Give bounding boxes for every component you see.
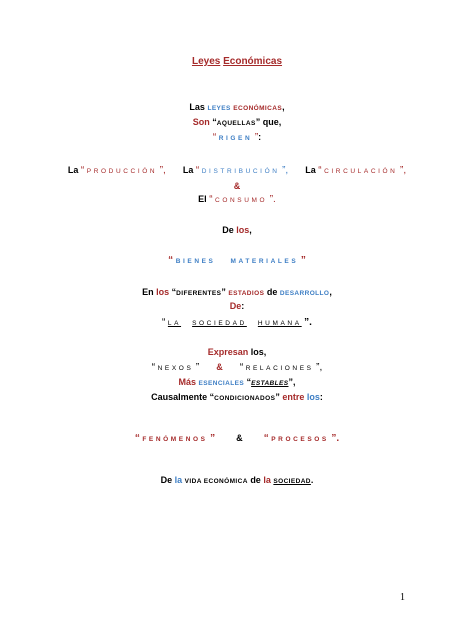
quote: “ bbox=[151, 362, 156, 373]
text-line-15 bbox=[0, 391, 474, 405]
quote: “ bbox=[209, 194, 213, 205]
text-line-6 bbox=[0, 193, 474, 207]
ampersand: & bbox=[216, 362, 223, 372]
word: la bbox=[174, 475, 183, 485]
word: de bbox=[266, 287, 278, 297]
word: NEXOS bbox=[157, 365, 194, 372]
word: los bbox=[236, 225, 250, 235]
word: CIRCULACIÓN bbox=[324, 168, 398, 175]
word: BIENES bbox=[175, 258, 216, 265]
punct: , bbox=[329, 287, 332, 297]
text-line-8 bbox=[0, 254, 474, 268]
word: DISTRIBUCIÓN bbox=[201, 168, 280, 175]
word: PROCESOS bbox=[271, 436, 329, 443]
word: los bbox=[156, 287, 170, 297]
word: Las bbox=[189, 102, 205, 112]
punct: , bbox=[263, 347, 267, 357]
text-line-5 bbox=[0, 180, 474, 192]
word: AQUELLAS bbox=[216, 120, 256, 127]
word: que, bbox=[262, 117, 282, 127]
word: ESTABLES bbox=[251, 380, 289, 387]
word: En bbox=[142, 287, 154, 297]
text-line-4 bbox=[0, 164, 474, 178]
quote: ”. bbox=[331, 433, 340, 444]
document-title bbox=[0, 56, 474, 68]
quote: ”, bbox=[282, 165, 289, 176]
text-line-16 bbox=[0, 432, 474, 446]
quote: ”, bbox=[400, 165, 407, 176]
word: SOCIEDAD bbox=[273, 478, 311, 485]
text-line-11 bbox=[0, 316, 474, 330]
quote: ” bbox=[210, 433, 216, 444]
word: De bbox=[222, 225, 234, 235]
text-line-3 bbox=[0, 131, 474, 145]
quote: “ bbox=[246, 377, 252, 387]
punct: . bbox=[310, 475, 314, 485]
quote: “ bbox=[318, 165, 322, 176]
word: SOCIEDAD bbox=[192, 320, 247, 327]
word: Son bbox=[192, 117, 210, 127]
quote: ”. bbox=[269, 194, 276, 205]
quote: ”, bbox=[288, 377, 296, 387]
text-line-17 bbox=[0, 474, 474, 488]
title-word-leyes: Leyes bbox=[191, 56, 221, 67]
word: entre bbox=[282, 392, 305, 402]
word: de bbox=[250, 475, 261, 485]
word: MATERIALES bbox=[230, 258, 299, 265]
quote: ”. bbox=[304, 317, 312, 328]
text-line-7 bbox=[0, 224, 474, 236]
punct: : bbox=[241, 301, 245, 311]
quote: “ bbox=[209, 392, 215, 402]
quote: ” bbox=[254, 132, 259, 143]
text-line-10 bbox=[0, 300, 474, 312]
word: De bbox=[229, 301, 242, 311]
word: los bbox=[250, 347, 264, 357]
quote: “ bbox=[162, 317, 166, 328]
word: ESENCIALES bbox=[198, 380, 245, 387]
quote: “ bbox=[212, 117, 217, 127]
title-word-economicas: Económicas bbox=[223, 56, 283, 67]
quote: “ bbox=[171, 287, 177, 297]
quote: “ bbox=[263, 433, 269, 444]
punct: , bbox=[282, 102, 285, 112]
word: DESARROLLO bbox=[279, 290, 330, 297]
quote: ” bbox=[195, 362, 200, 373]
quote: ” bbox=[221, 287, 226, 297]
word: El bbox=[198, 194, 207, 204]
quote: “ bbox=[195, 165, 200, 176]
text-line-12 bbox=[0, 346, 474, 358]
word: ESTADIOS bbox=[228, 290, 265, 297]
word: PRODUCCIÓN bbox=[86, 168, 158, 175]
word: La bbox=[305, 165, 316, 175]
quote: ” bbox=[255, 117, 261, 127]
quote: “ bbox=[134, 433, 140, 444]
quote: ”, bbox=[159, 165, 166, 176]
word: La bbox=[182, 165, 194, 175]
punct: : bbox=[319, 392, 323, 402]
word: La bbox=[67, 165, 79, 175]
word: VIDA ECONÓMICA bbox=[184, 478, 248, 485]
word: Causalmente bbox=[151, 392, 208, 402]
word: los bbox=[306, 392, 320, 402]
word: LA bbox=[167, 320, 182, 327]
word: CONDICIONADOS bbox=[214, 395, 276, 402]
quote: “ bbox=[80, 165, 85, 176]
word: De bbox=[160, 475, 173, 485]
word: RIGEN bbox=[218, 135, 253, 142]
text-line-9 bbox=[0, 286, 474, 300]
quote: ” bbox=[275, 392, 280, 402]
text-line-13 bbox=[0, 361, 474, 375]
quote: ” bbox=[300, 255, 306, 266]
punct: : bbox=[258, 132, 262, 142]
word: FENÓMENOS bbox=[142, 436, 208, 443]
quote: “ bbox=[212, 132, 217, 143]
word: Más bbox=[178, 377, 197, 387]
word: LEYES bbox=[207, 105, 231, 112]
word: CONSUMO bbox=[215, 197, 268, 204]
word: ECONÓMICAS bbox=[233, 105, 283, 112]
word: la bbox=[263, 475, 271, 485]
text-line-1 bbox=[0, 101, 474, 115]
quote: ”, bbox=[316, 362, 323, 373]
page-number: 1 bbox=[400, 592, 405, 603]
punct: , bbox=[249, 225, 252, 235]
text-line-2 bbox=[0, 116, 474, 130]
ampersand: & bbox=[233, 181, 241, 191]
text-line-14 bbox=[0, 376, 474, 390]
word: DIFERENTES bbox=[176, 290, 222, 297]
quote: “ bbox=[168, 255, 174, 266]
word: RELACIONES bbox=[245, 365, 314, 372]
ampersand: & bbox=[236, 433, 243, 443]
word: Expresan bbox=[207, 347, 249, 357]
word: HUMANA bbox=[257, 320, 302, 327]
quote: “ bbox=[239, 362, 244, 373]
